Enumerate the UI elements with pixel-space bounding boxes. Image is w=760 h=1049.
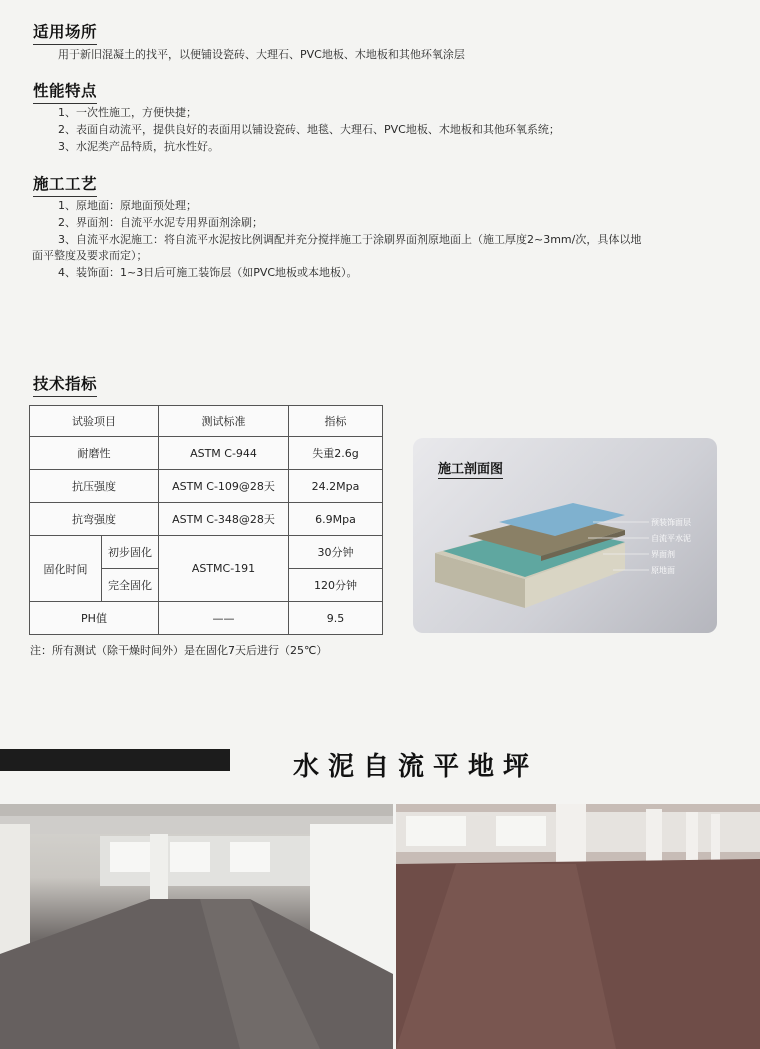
layer-label-cement: 自流平水泥 <box>651 534 691 543</box>
row-standard: ASTM C-348@28天 <box>159 503 289 536</box>
header-item: 试验项目 <box>30 406 159 437</box>
process-item-2: 2、界面剂：自流平水泥专用界面剂涂刷； <box>58 216 263 229</box>
banner-title: 水泥自流平地坪 <box>293 752 539 782</box>
row-value: 120分钟 <box>289 569 383 602</box>
row-value: 30分钟 <box>289 536 383 569</box>
row-item: 抗压强度 <box>30 470 159 503</box>
features-item-3: 3、水泥类产品特质，抗水性好。 <box>58 140 219 153</box>
row-subitem: 初步固化 <box>102 536 159 569</box>
features-title: 性能特点 <box>33 79 97 101</box>
floor-photo-left-scene <box>0 804 393 1049</box>
process-item-4: 4、装饰面：1~3日后可施工装饰层（如PVC地板或本地板）。 <box>58 266 358 279</box>
process-item-1: 1、原地面：原地面预处理； <box>58 199 197 212</box>
table-header-row <box>30 406 383 437</box>
row-value: 24.2Mpa <box>289 470 383 503</box>
row-item: 耐磨性 <box>30 437 159 470</box>
table-row <box>30 503 383 536</box>
cross-section-title: 施工剖面图 <box>438 458 503 477</box>
row-item-cure: 固化时间 <box>30 536 102 602</box>
floor-photo-right-scene <box>396 804 760 1049</box>
row-item: PH值 <box>30 602 159 635</box>
spec-table <box>29 405 383 635</box>
floor-photo-right <box>396 804 760 1049</box>
usage-title: 适用场所 <box>33 20 97 42</box>
spec-title: 技术指标 <box>33 372 97 394</box>
row-standard: ASTMC-191 <box>159 536 289 602</box>
features-item-2: 2、表面自动流平，提供良好的表面用以铺设瓷砖、地毯、大理石、PVC地板、木地板和其他环氧系统； <box>58 123 560 136</box>
features-item-1: 1、一次性施工，方便快捷； <box>58 106 197 119</box>
layer-label-top: 预装饰面层 <box>651 518 691 527</box>
row-standard: ASTM C-109@28天 <box>159 470 289 503</box>
row-value: 9.5 <box>289 602 383 635</box>
usage-text: 用于新旧混凝土的找平，以便铺设瓷砖、大理石、PVC地板、木地板和其他环氧涂层 <box>58 48 465 61</box>
row-standard: —— <box>159 602 289 635</box>
table-row <box>30 602 383 635</box>
process-title: 施工工艺 <box>33 172 97 194</box>
row-value: 6.9Mpa <box>289 503 383 536</box>
row-value: 失重2.6g <box>289 437 383 470</box>
floor-photo-left <box>0 804 393 1049</box>
layer-label-base: 原地面 <box>651 566 675 575</box>
banner-bar <box>0 749 230 771</box>
layer-label-primer: 界面剂 <box>651 550 675 559</box>
process-item-3-cont: 面平整度及要求而定）； <box>32 249 148 262</box>
header-value: 指标 <box>289 406 383 437</box>
header-standard: 测试标准 <box>159 406 289 437</box>
row-standard: ASTM C-944 <box>159 437 289 470</box>
table-row <box>30 536 383 569</box>
table-row <box>30 470 383 503</box>
process-item-3: 3、自流平水泥施工：将自流平水泥按比例调配并充分搅拌施工于涂刷界面剂原地面上（施工厚度2~3mm/次，具体以地 <box>58 233 642 246</box>
cross-section-panel <box>413 438 717 633</box>
table-row <box>30 437 383 470</box>
row-subitem: 完全固化 <box>102 569 159 602</box>
spec-note: 注：所有测试（除干燥时间外）是在固化7天后进行（25℃） <box>30 644 328 657</box>
row-item: 抗弯强度 <box>30 503 159 536</box>
